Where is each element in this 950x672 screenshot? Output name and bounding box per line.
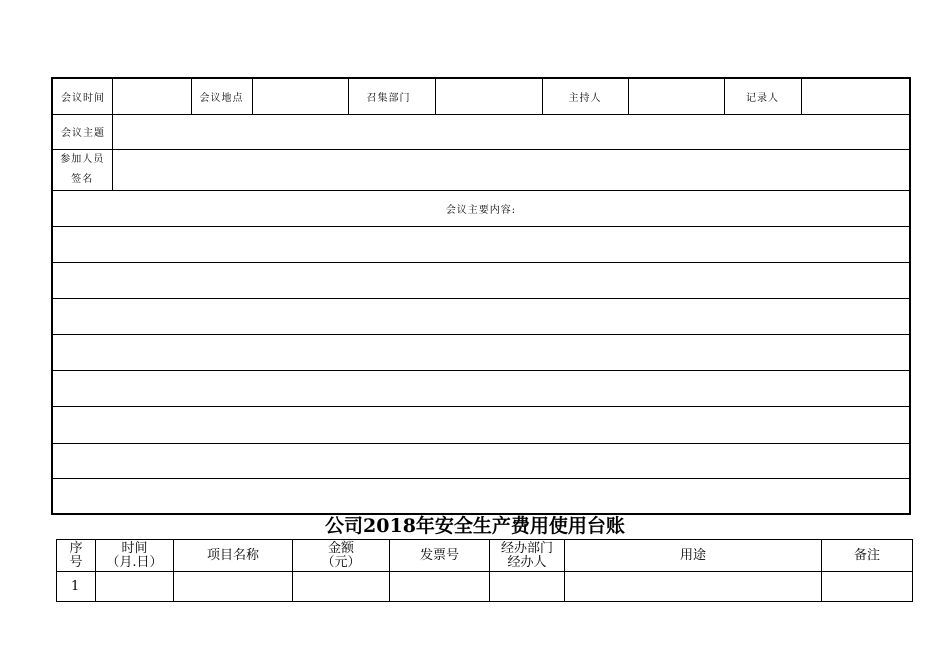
row-item-cell[interactable]	[174, 572, 293, 602]
meeting-time-label: 会议时间	[52, 78, 112, 114]
attendees-label-line2: 签名	[71, 173, 94, 185]
meeting-record-table	[51, 77, 911, 515]
table-row	[57, 572, 913, 602]
content-line[interactable]	[52, 298, 910, 334]
content-line[interactable]	[52, 226, 910, 262]
header-amount-line1: 金额	[327, 540, 354, 556]
attendees-label	[52, 149, 112, 190]
row-seq-cell[interactable]: 1	[57, 572, 96, 602]
content-line[interactable]	[52, 443, 910, 478]
header-seq	[57, 540, 96, 572]
attendees-signature-field[interactable]	[112, 149, 910, 190]
header-invoice: 发票号	[390, 540, 490, 572]
header-dept-line1: 经办部门	[500, 540, 553, 556]
content-line[interactable]	[52, 370, 910, 406]
header-item: 项目名称	[174, 540, 293, 572]
host-field[interactable]	[628, 78, 724, 114]
header-date	[96, 540, 174, 572]
safety-cost-ledger-table	[56, 539, 913, 602]
header-usage: 用途	[565, 540, 822, 572]
content-line[interactable]	[52, 334, 910, 370]
recorder-label: 记录人	[724, 78, 801, 114]
header-seq-line2: 号	[69, 554, 83, 570]
convener-dept-label: 召集部门	[348, 78, 435, 114]
header-seq-line1: 序	[69, 540, 83, 556]
header-amount	[293, 540, 390, 572]
row-dept-cell[interactable]	[490, 572, 565, 602]
content-line[interactable]	[52, 262, 910, 298]
row-remarks-cell[interactable]	[822, 572, 913, 602]
header-date-line2: （月.日）	[106, 554, 163, 570]
row-date-cell[interactable]	[96, 572, 174, 602]
header-dept	[490, 540, 565, 572]
attendees-label-line1: 参加人员	[60, 153, 105, 165]
header-remarks: 备注	[822, 540, 913, 572]
ledger-title: 公司2018年安全生产费用使用台账	[325, 515, 625, 537]
meeting-topic-field[interactable]	[112, 114, 910, 149]
host-label: 主持人	[542, 78, 628, 114]
row-invoice-cell[interactable]	[390, 572, 490, 602]
meeting-topic-label: 会议主题	[52, 114, 112, 149]
header-amount-line2: （元）	[321, 554, 361, 570]
recorder-field[interactable]	[801, 78, 910, 114]
meeting-content-heading: 会议主要内容:	[52, 190, 910, 226]
header-dept-line2: 经办人	[507, 554, 547, 570]
meeting-place-label: 会议地点	[191, 78, 252, 114]
meeting-time-field[interactable]	[112, 78, 191, 114]
content-line[interactable]	[52, 478, 910, 514]
meeting-place-field[interactable]	[252, 78, 348, 114]
content-line[interactable]	[52, 406, 910, 443]
row-amount-cell[interactable]	[293, 572, 390, 602]
convener-dept-field[interactable]	[435, 78, 542, 114]
row-usage-cell[interactable]	[565, 572, 822, 602]
header-date-line1: 时间	[121, 540, 148, 556]
